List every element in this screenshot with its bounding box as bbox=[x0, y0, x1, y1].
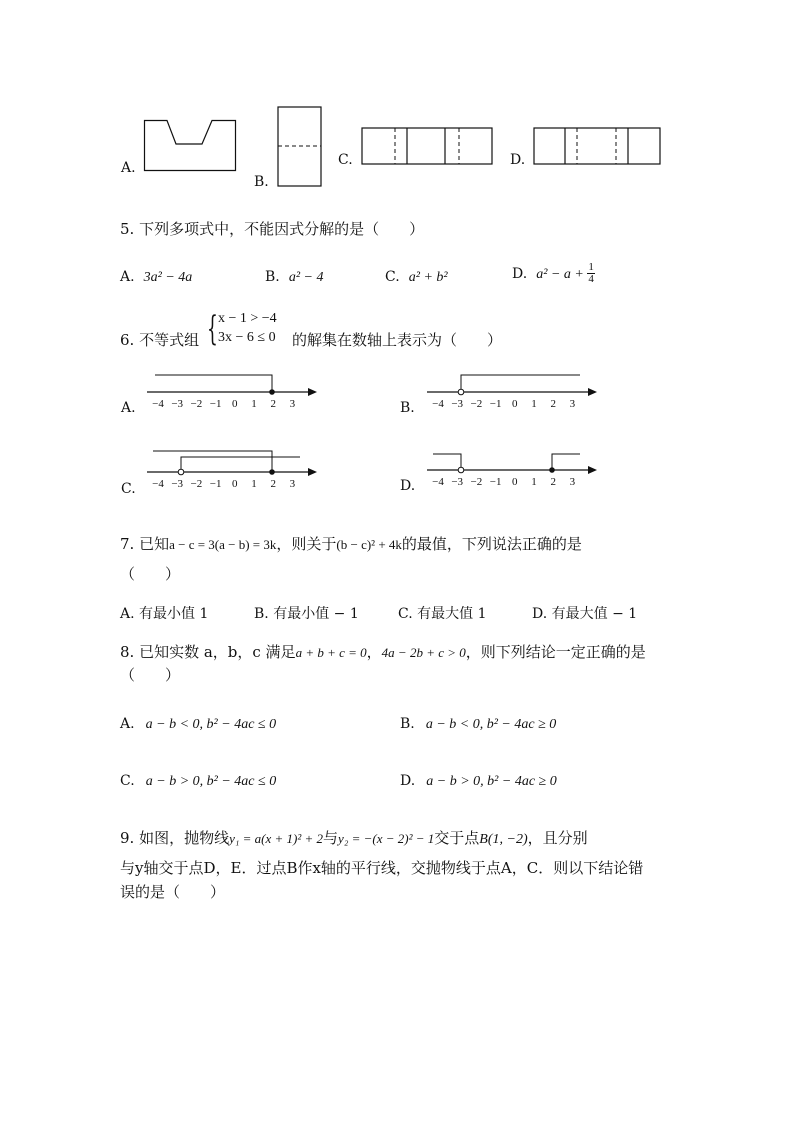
q8-condition-2: 4a − 2b + c > 0 bbox=[381, 645, 466, 660]
q8-option-d-expr: a − b > 0, b² − 4ac ≥ 0 bbox=[426, 774, 557, 789]
q4-option-c-label[interactable]: C. bbox=[338, 152, 353, 168]
axis-tick-label: 0 bbox=[232, 398, 238, 410]
q7-option-d[interactable]: D. 有最大值 − 1 bbox=[532, 606, 638, 622]
q4-option-a-label[interactable]: A. bbox=[121, 160, 136, 176]
axis-tick-label: −2 bbox=[190, 398, 203, 410]
q8-option-d[interactable] bbox=[400, 770, 557, 790]
axis-tick-label: 0 bbox=[232, 478, 238, 490]
axis-tick-label: 3 bbox=[569, 476, 576, 488]
axis-tick-label: 0 bbox=[512, 476, 518, 488]
q9-parabola-y2: y₂ = −(x − 2)² − 1 bbox=[338, 831, 435, 846]
q7-expression: (b − c)² + 4k bbox=[336, 537, 402, 552]
axis-tick-label: −2 bbox=[470, 398, 483, 410]
axis-tick-label: −2 bbox=[190, 478, 203, 490]
axis-tick-label: 1 bbox=[251, 478, 257, 490]
q8-answer-paren: （ ） bbox=[120, 666, 181, 684]
axis-tick-label: 0 bbox=[512, 398, 518, 410]
q5-option-b-label: B. bbox=[265, 269, 280, 285]
axis-tick-label: −1 bbox=[489, 476, 502, 488]
q9-line1-b: 与 bbox=[323, 829, 339, 847]
axis-tick-label: 3 bbox=[289, 478, 296, 490]
q4-option-b-label[interactable]: B. bbox=[254, 174, 269, 190]
q8-option-a-label: A. bbox=[120, 716, 135, 732]
q6-numberline-a bbox=[145, 368, 320, 410]
q6-option-b-label[interactable]: B. bbox=[400, 400, 415, 416]
q4-option-d-label[interactable]: D. bbox=[510, 152, 526, 168]
q8-condition-1: a + b + c = 0 bbox=[295, 645, 367, 660]
q5-option-a-label: A. bbox=[120, 269, 135, 285]
axis-tick-label: −1 bbox=[209, 478, 222, 490]
q8-option-d-label: D. bbox=[400, 773, 416, 789]
axis-tick-label: −1 bbox=[489, 398, 502, 410]
axis-tick-label: 1 bbox=[531, 476, 537, 488]
axis-tick-label: 1 bbox=[531, 398, 537, 410]
q9-point-b: B(1, −2) bbox=[479, 832, 528, 847]
q6-option-c-label[interactable]: C. bbox=[121, 481, 136, 497]
q6-system-line2: 3x − 6 ≤ 0 bbox=[218, 330, 276, 345]
axis-tick-label: −3 bbox=[171, 478, 184, 490]
axis-tick-label: −3 bbox=[451, 476, 464, 488]
q9-stem-line3: 误的是（ ） bbox=[120, 883, 226, 901]
q8-stem-b: ， bbox=[366, 643, 382, 661]
q4-figure-c bbox=[361, 127, 495, 167]
q8-option-b-label: B. bbox=[400, 716, 415, 732]
q5-option-a-expr: 3a² − 4a bbox=[143, 270, 193, 285]
q8-stem-c: ，则下列结论一定正确的是 bbox=[465, 643, 646, 661]
q6-system-brace: { bbox=[207, 309, 218, 349]
q8-option-c-label: C. bbox=[120, 773, 135, 789]
q9-line1-a: 9. 如图，抛物线 bbox=[120, 829, 230, 847]
q5-option-d-label: D. bbox=[512, 266, 528, 282]
axis-tick-label: 1 bbox=[251, 398, 257, 410]
q9-stem-line2: 与y轴交于点D，E．过点B作x轴的平行线，交抛物线于点A，C．则以下结论错 bbox=[120, 859, 644, 877]
axis-tick-label: −3 bbox=[451, 398, 464, 410]
axis-tick-label: −4 bbox=[152, 478, 164, 490]
axis-tick-label: 2 bbox=[270, 398, 276, 410]
q7-stem-a: 7. 已知 bbox=[120, 535, 170, 553]
q7-answer-paren: （ ） bbox=[120, 565, 181, 583]
fraction-numerator: 1 bbox=[588, 261, 594, 273]
q5-option-a[interactable] bbox=[120, 266, 192, 286]
axis-tick-label: 2 bbox=[550, 476, 556, 488]
q6-numberline-c bbox=[145, 446, 320, 491]
axis-tick-label: −2 bbox=[470, 476, 483, 488]
fraction-denominator: 4 bbox=[588, 273, 594, 285]
axis-tick-label: −3 bbox=[171, 398, 184, 410]
q6-stem-prefix: 6. 不等式组 bbox=[120, 331, 200, 349]
q9-line1-c: 交于点 bbox=[434, 829, 480, 847]
q8-option-c[interactable] bbox=[120, 770, 276, 790]
q7-stem bbox=[120, 533, 582, 554]
q6-stem-suffix: 的解集在数轴上表示为（ ） bbox=[292, 331, 503, 349]
q5-option-b-expr: a² − 4 bbox=[288, 270, 324, 285]
q5-option-c-label: C. bbox=[385, 269, 400, 285]
q4-figure-d bbox=[533, 127, 663, 167]
q8-option-a[interactable] bbox=[120, 713, 276, 733]
q8-option-b-expr: a − b < 0, b² − 4ac ≥ 0 bbox=[425, 717, 557, 732]
q4-figure-a bbox=[143, 118, 239, 174]
axis-tick-label: 3 bbox=[289, 398, 296, 410]
axis-tick-label: −4 bbox=[152, 398, 164, 410]
q7-option-b[interactable]: B. 有最小值 − 1 bbox=[254, 606, 359, 622]
q9-stem-line1 bbox=[120, 827, 588, 848]
axis-tick-label: 2 bbox=[270, 478, 276, 490]
q5-option-c-expr: a² + b² bbox=[408, 270, 448, 285]
q8-option-b[interactable] bbox=[400, 713, 556, 733]
q6-system-line1: x − 1 > −4 bbox=[218, 311, 277, 326]
axis-tick-label: −4 bbox=[432, 398, 444, 410]
axis-tick-label: −4 bbox=[432, 476, 444, 488]
q7-condition: a − c = 3(a − b) = 3k bbox=[169, 537, 277, 552]
axis-tick-label: 3 bbox=[569, 398, 576, 410]
q8-option-c-expr: a − b > 0, b² − 4ac ≤ 0 bbox=[145, 774, 277, 789]
q6-option-d-label[interactable]: D. bbox=[400, 478, 416, 494]
q6-numberline-b bbox=[425, 368, 600, 410]
q5-option-d-expr: a² − a + bbox=[536, 267, 588, 282]
q5-option-d-fraction bbox=[587, 262, 595, 285]
q7-option-a[interactable]: A. 有最小值 1 bbox=[120, 606, 209, 622]
q5-option-b[interactable] bbox=[265, 266, 324, 286]
axis-tick-label: −1 bbox=[209, 398, 222, 410]
q9-parabola-y1: y₁ = a(x + 1)² + 2 bbox=[229, 831, 324, 846]
q5-option-d[interactable] bbox=[512, 262, 595, 285]
axis-tick-label: 2 bbox=[550, 398, 556, 410]
q9-line1-d: ，且分别 bbox=[527, 829, 588, 847]
q6-numberline-d bbox=[425, 446, 600, 491]
q7-stem-c: 的最值，下列说法正确的是 bbox=[401, 535, 582, 553]
q6-option-a-label[interactable]: A. bbox=[121, 400, 136, 416]
q7-stem-b: ，则关于 bbox=[276, 535, 337, 553]
q8-stem bbox=[120, 641, 646, 662]
q7-option-c[interactable]: C. 有最大值 1 bbox=[398, 606, 487, 622]
q4-figure-b bbox=[277, 106, 323, 188]
q8-stem-a: 8. 已知实数 a，b，c 满足 bbox=[120, 643, 296, 661]
q8-option-a-expr: a − b < 0, b² − 4ac ≤ 0 bbox=[145, 717, 277, 732]
q5-stem: 5. 下列多项式中，不能因式分解的是（ ） bbox=[120, 220, 425, 238]
q5-option-c[interactable] bbox=[385, 266, 448, 286]
